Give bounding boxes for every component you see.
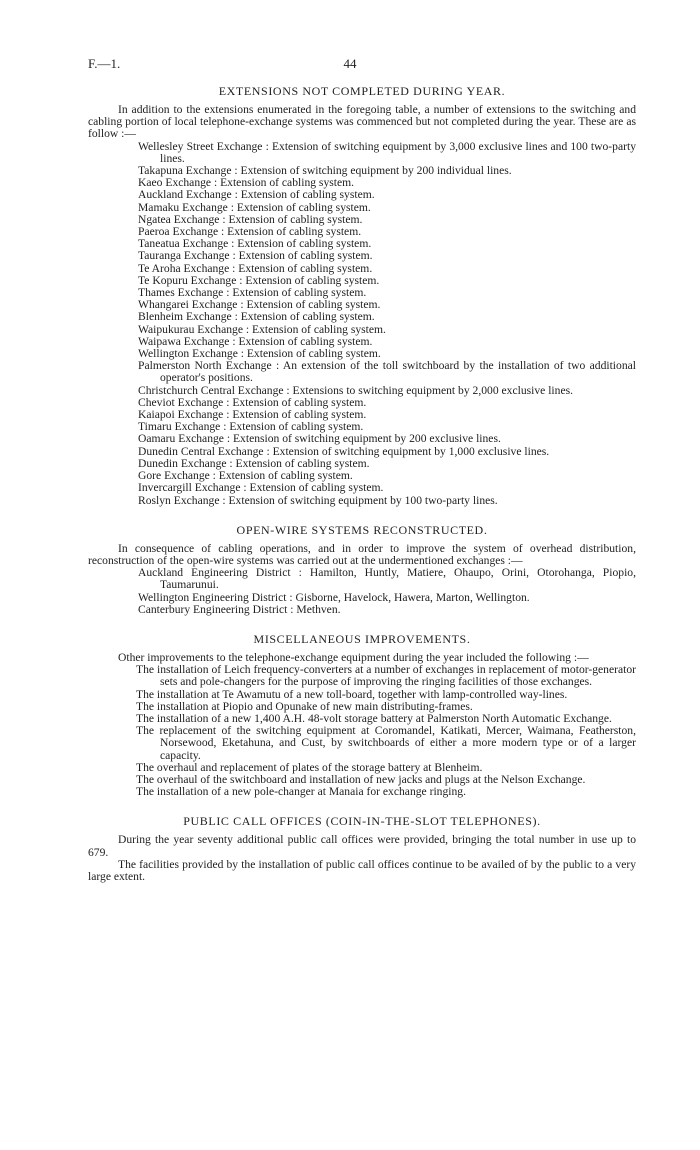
list-item: Takapuna Exchange : Extension of switching equipment by 200 individual lines. (138, 164, 512, 178)
list-item: Roslyn Exchange : Extension of switching equipment by 100 two-party lines. (138, 493, 498, 507)
page-number: 44 (343, 56, 357, 71)
list-item: The installation at Piopio and Opunake of new main distributing-frames. (136, 699, 473, 713)
public-call-paragraph-2: The facilities provided by the installation of public call offices continue to be availed of by the public to a very large extent. (88, 857, 636, 883)
list-item: Christchurch Central Exchange : Extensions to switching equipment by 2,000 exclusive lines. (138, 383, 574, 397)
list-item: Whangarei Exchange : Extension of cabling system. (138, 298, 381, 312)
list-item: Gore Exchange : Extension of cabling system. (138, 469, 353, 483)
list-item: The installation of a new pole-changer at Manaia for exchange ringing. (136, 785, 466, 799)
list-item: Kaiapoi Exchange : Extension of cabling system. (138, 408, 367, 422)
open-wire-heading: OPEN-WIRE SYSTEMS RECONSTRUCTED. (236, 522, 488, 537)
misc-intro: Other improvements to the telephone-exchange equipment during the year included the following :— (118, 650, 589, 664)
extensions-list (138, 141, 636, 507)
list-item: Palmerston North Exchange : An extension of the toll switchboard by the installation of two additional operator's positions. (138, 359, 636, 385)
public-call-paragraph-1: During the year seventy additional public call offices were provided, bringing the total number in use up to 679. (88, 833, 636, 859)
document-body (88, 84, 636, 883)
list-item: Blenheim Exchange : Extension of cabling system. (138, 310, 375, 324)
list-item: Auckland Exchange : Extension of cabling system. (138, 188, 375, 202)
list-item: Te Aroha Exchange : Extension of cabling system. (138, 261, 373, 275)
list-item: Dunedin Central Exchange : Extension of switching equipment by 1,000 exclusive lines. (138, 444, 550, 458)
list-item: Te Kopuru Exchange : Extension of cabling system. (138, 273, 380, 287)
list-item: Wellesley Street Exchange : Extension of switching equipment by 3,000 exclusive lines and 100 two-party lines. (138, 139, 636, 165)
list-item: Canterbury Engineering District : Methven. (138, 602, 341, 616)
list-item: Wellington Engineering District : Gisborne, Havelock, Hawera, Marton, Wellington. (138, 590, 530, 604)
public-call-heading: PUBLIC CALL OFFICES (COIN-IN-THE-SLOT TELEPHONES). (183, 814, 541, 829)
list-item: Wellington Exchange : Extension of cabling system. (138, 347, 381, 361)
list-item: Waipawa Exchange : Extension of cabling system. (138, 334, 373, 348)
extensions-intro: In addition to the extensions enumerated in the foregoing table, a number of extensions to the switching and cabling portion of local telephone-exchange systems was commenced but not completed during the year. These are as follow :— (88, 103, 636, 141)
list-item: Timaru Exchange : Extension of cabling system. (138, 420, 364, 434)
list-item: Tauranga Exchange : Extension of cabling system. (138, 249, 373, 263)
list-item: The replacement of the switching equipment at Coromandel, Katikati, Mercer, Waimana, Featherston, Norsewood, Eketahuna, and Cust, by switchboards of either a more modern type or of a larger capacity. (136, 724, 636, 762)
list-item: Waipukurau Exchange : Extension of cabling system. (138, 322, 386, 336)
list-item: The overhaul of the switchboard and installation of new jacks and plugs at the Nelson Exchange. (136, 772, 586, 786)
list-item: Thames Exchange : Extension of cabling system. (138, 286, 367, 300)
list-item: The installation at Te Awamutu of a new toll-board, together with lamp-controlled way-lines. (136, 687, 568, 701)
list-item: Ngatea Exchange : Extension of cabling system. (138, 212, 363, 226)
list-item: Cheviot Exchange : Extension of cabling system. (138, 395, 367, 409)
list-item: Kaeo Exchange : Extension of cabling system. (138, 176, 355, 190)
document-reference: F.—1. (88, 56, 121, 71)
list-item: Mamaku Exchange : Extension of cabling system. (138, 200, 371, 214)
misc-heading: MISCELLANEOUS IMPROVEMENTS. (253, 631, 471, 646)
open-wire-intro: In consequence of cabling operations, and in order to improve the system of overhead distribution, reconstruction of the open-wire systems was carried out at the undermentioned exchanges :— (88, 541, 636, 567)
list-item: Invercargill Exchange : Extension of cabling system. (138, 481, 384, 495)
list-item: Dunedin Exchange : Extension of cabling system. (138, 456, 370, 470)
list-item: Paeroa Exchange : Extension of cabling system. (138, 225, 362, 239)
list-item: Oamaru Exchange : Extension of switching equipment by 200 exclusive lines. (138, 432, 501, 446)
list-item: Taneatua Exchange : Extension of cabling system. (138, 237, 372, 251)
misc-list (136, 664, 636, 798)
list-item: The overhaul and replacement of plates of the storage battery at Blenheim. (136, 760, 483, 774)
list-item: Auckland Engineering District : Hamilton, Huntly, Matiere, Ohaupo, Orini, Otorohanga, Piopio, Taumarunui. (138, 566, 636, 592)
extensions-heading: EXTENSIONS NOT COMPLETED DURING YEAR. (218, 84, 506, 98)
list-item: The installation of a new 1,400 A.H. 48-volt storage battery at Palmerston North Automatic Exchange. (136, 711, 612, 725)
open-wire-list (138, 567, 636, 616)
list-item: The installation of Leich frequency-converters at a number of exchanges in replacement of motor-generator sets and pole-changers for the purpose of improving the ringing facilities of those exchanges. (136, 663, 636, 689)
